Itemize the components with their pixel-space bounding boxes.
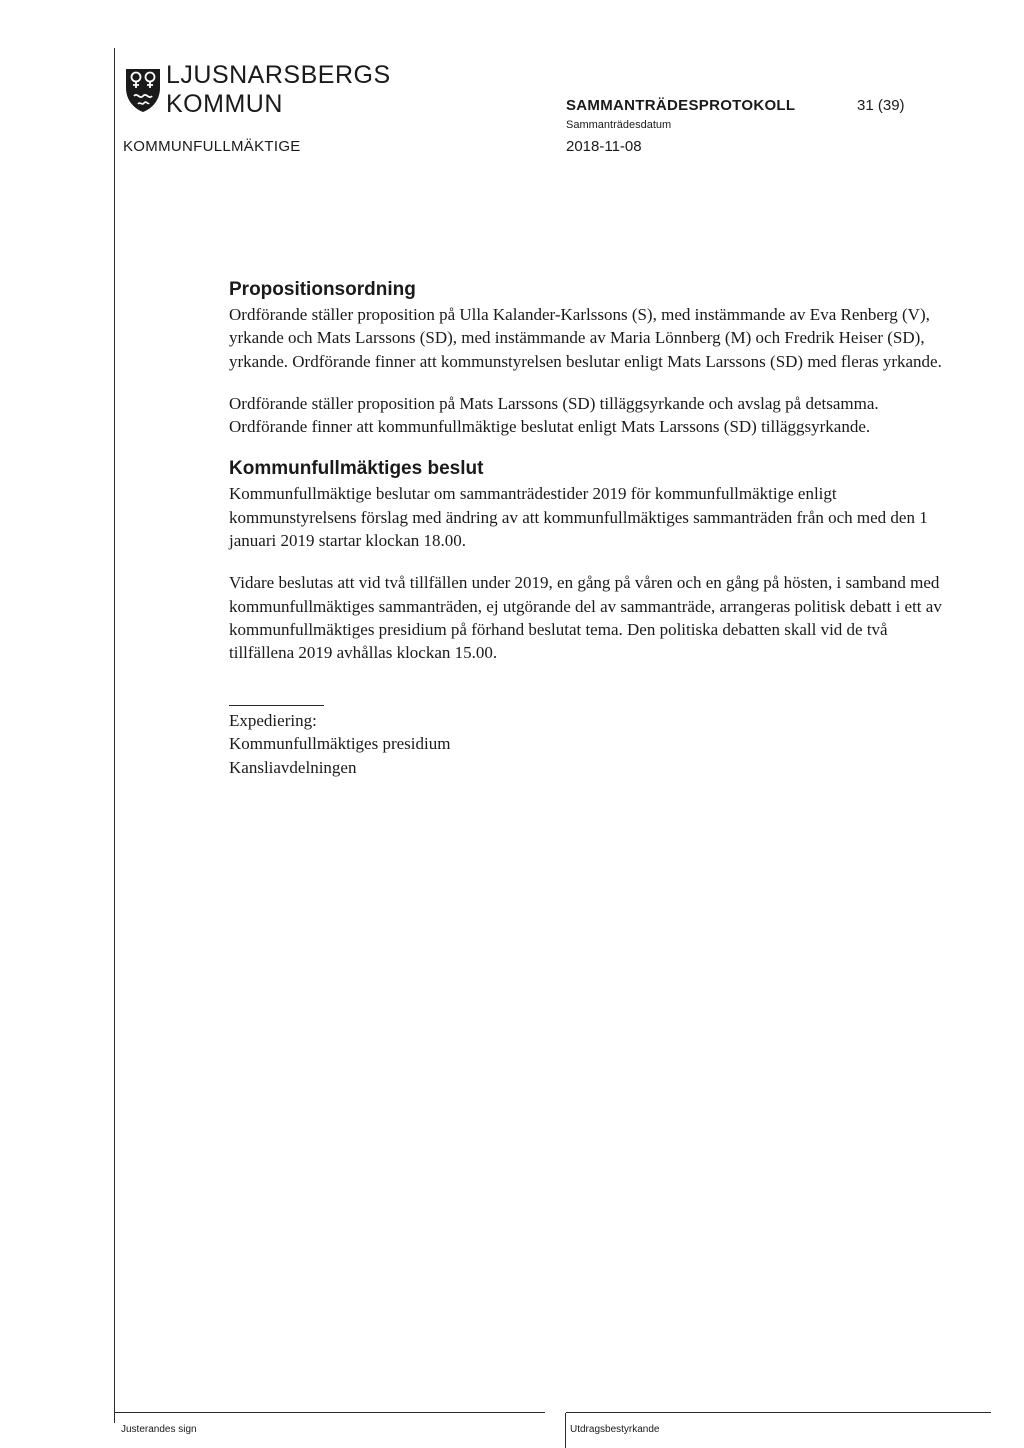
coat-of-arms-icon [123, 66, 163, 114]
org-name-line1: LJUSNARSBERGS [166, 61, 391, 89]
footer-rule-left [115, 1412, 545, 1413]
protocol-body [229, 278, 949, 779]
footer-label-justerandes-sign: Justerandes sign [121, 1424, 197, 1435]
meeting-date-label: Sammanträdesdatum [566, 119, 672, 131]
section-heading-beslut: Kommunfullmäktiges beslut [229, 458, 484, 480]
margin-rule [114, 48, 115, 1423]
section-heading-propositionsordning: Propositionsordning [229, 279, 416, 300]
protocol-title: SAMMANTRÄDESPROTOKOLL [566, 97, 796, 114]
footer-rule-right [566, 1412, 991, 1413]
expediering-label: Expediering: [229, 710, 317, 730]
meeting-date: 2018-11-08 [566, 138, 642, 155]
paragraph: Vidare beslutas att vid två tillfällen under 2019, en gång på våren och en gång på hösten, i samband med kommunfullmäktiges sammanträden, ej utgörande del av sammanträde, arrangeras politisk debatt i ett av kommunfullmäktiges presidium på förhand beslutat tema. Den politiska debatten skall vid de två tillfällena 2019 avhållas klockan 15.00. [229, 573, 942, 663]
page-number: 31 (39) [857, 97, 905, 114]
paragraph: Ordförande ställer proposition på Mats Larssons (SD) tilläggsyrkande och avslag på detsamma. Ordförande finner att kommunfullmäktige beslutat enligt Mats Larssons (SD) tilläggsyrkande. [229, 393, 879, 437]
paragraph: Ordförande ställer proposition på Ulla Kalander-Karlssons (S), med instämmande av Eva Renberg (V), yrkande och Mats Larssons (SD), med instämmande av Maria Lönnberg (M) och Fredrik Heiser (SD), yrkande. Ordförande finner att kommunstyrelsen beslutar enligt Mats Larssons (SD) med fleras yrkande. [229, 305, 942, 371]
org-name-line2: KOMMUN [166, 90, 283, 118]
expediering-rule [229, 705, 324, 706]
expediering-recipient: Kommunfullmäktiges presidium [229, 734, 451, 754]
paragraph: Kommunfullmäktige beslutar om sammanträdestider 2019 för kommunfullmäktige enligt kommunstyrelsens förslag med ändring av att kommunfullmäktiges sammanträden från och med den 1 januari 2019 startar klockan 18.00. [229, 484, 928, 551]
department: KOMMUNFULLMÄKTIGE [123, 138, 301, 155]
footer-label-utdragsbestyrkande: Utdragsbestyrkande [570, 1424, 660, 1435]
expediering-recipient: Kansliavdelningen [229, 757, 357, 777]
footer-divider [565, 1413, 566, 1448]
